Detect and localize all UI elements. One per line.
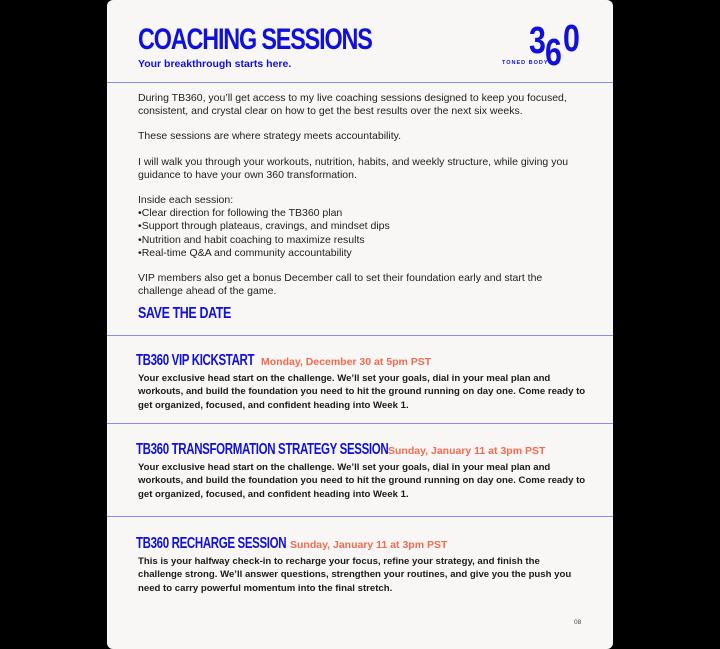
feature-item: • Clear direction for following the TB360 plan (138, 207, 588, 220)
divider (107, 516, 613, 517)
session-date: Sunday, January 11 at 3pm PST (388, 445, 546, 457)
session-description: This is your halfway check-in to recharge your focus, refine your strategy, and finish the challenge strong. We’ll answer questions, strengthen your routines, and give you the push you need to carry powerful momentum into the final stretch. (138, 556, 572, 594)
page-number: 08 (574, 619, 582, 626)
session-title: TB360 RECHARGE SESSION (136, 535, 287, 552)
session-date: Monday, December 30 at 5pm PST (261, 356, 432, 368)
session-transformation-strategy (136, 440, 586, 501)
session-description: Your exclusive head start on the challenge. We’ll set your goals, dial in your meal plan and workouts, and build the foundation you need to hit the ground running on day one. Come ready to get organized, focused, and confident heading into Week 1. (138, 462, 586, 500)
session-header (136, 534, 586, 554)
toned-body-360-logo (500, 20, 590, 72)
divider (107, 335, 613, 336)
feature-item: • Nutrition and habit coaching to maximize results (138, 234, 588, 247)
feature-item: • Real-time Q&A and community accountability (138, 247, 588, 260)
page-title: COACHING SESSIONS (138, 23, 372, 56)
session-date: Sunday, January 11 at 3pm PST (290, 539, 448, 551)
intro-section (138, 92, 588, 310)
page-header (107, 0, 613, 83)
session-title: TB360 VIP KICKSTART (136, 352, 255, 369)
vip-note: VIP members also get a bonus December call to set their foundation early and start the challenge ahead of the game. (138, 272, 543, 298)
logo-digit-0: 0 (563, 18, 580, 60)
logo-brand-text: TONED BODY (502, 60, 549, 66)
features-list (138, 207, 588, 260)
session-title: TB360 TRANSFORMATION STRATEGY SESSION (136, 441, 389, 458)
feature-item: • Support through plateaus, cravings, and mindset dips (138, 220, 588, 233)
session-description: Your exclusive head start on the challenge. We’ll set your goals, dial in your meal plan and workouts, and build the foundation you need to hit the ground running on day one. Come ready to get organized, focused, and confident heading into Week 1. (138, 373, 586, 411)
document-page (107, 0, 613, 649)
save-the-date-heading: SAVE THE DATE (138, 305, 231, 322)
page-subtitle: Your breakthrough starts here. (138, 58, 292, 70)
logo-digit-3: 3 (529, 20, 546, 62)
intro-paragraph: During TB360, you’ll get access to my live coaching sessions designed to keep you focused, consistent, and crystal clear on how to get the best results over the next six weeks. (138, 92, 567, 118)
session-header (136, 351, 586, 371)
session-header (136, 440, 586, 460)
intro-paragraph: These sessions are where strategy meets accountability. (138, 130, 402, 143)
session-vip-kickstart (136, 351, 586, 412)
session-recharge (136, 534, 586, 595)
logo-digit-6: 6 (545, 32, 562, 74)
intro-paragraph: I will walk you through your workouts, nutrition, habits, and weekly structure, while giving you guidance to have your own 360 transformation. (138, 155, 569, 181)
features-heading: Inside each session: (138, 194, 234, 207)
divider (107, 423, 613, 424)
session-features (138, 194, 588, 260)
